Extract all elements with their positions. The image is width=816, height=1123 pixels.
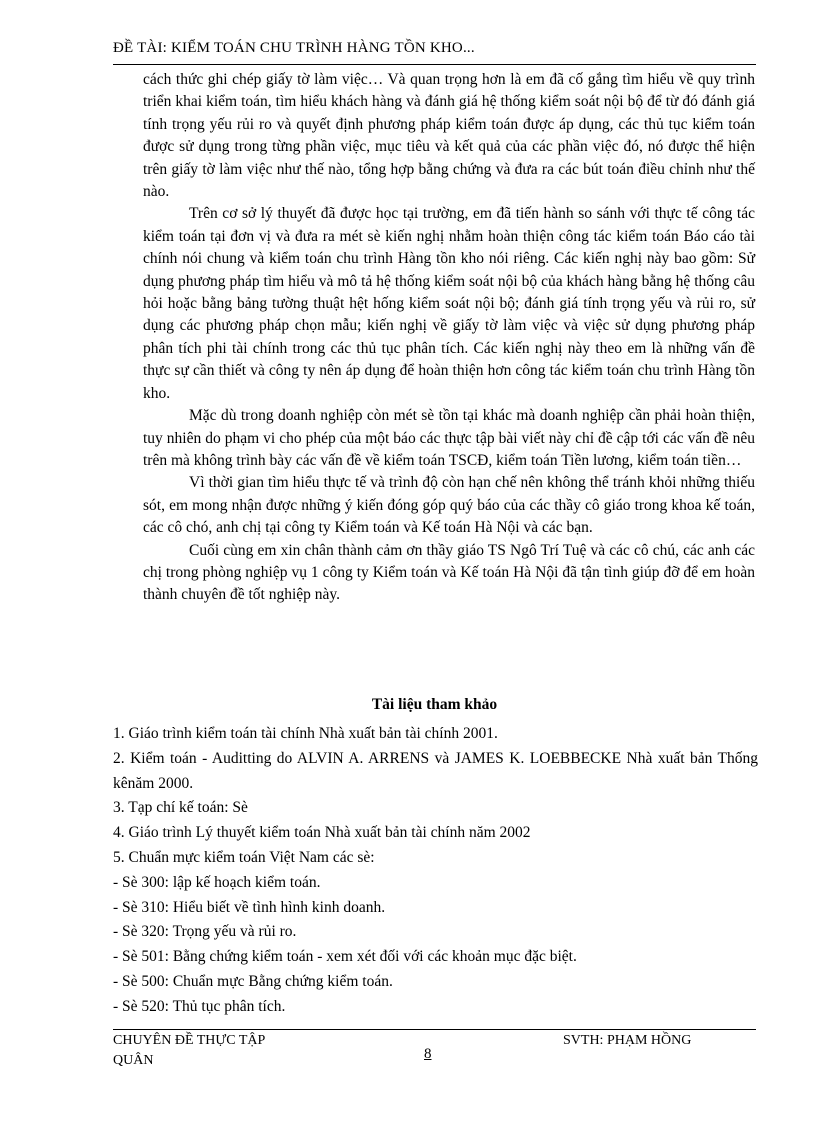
header-divider: [113, 64, 756, 65]
page-number: 8: [424, 1046, 432, 1062]
footer-left: [113, 1031, 265, 1071]
page-header-title: ĐỀ TÀI: KIỂM TOÁN CHU TRÌNH HÀNG TỒN KHO...: [113, 40, 475, 56]
reference-item: 5. Chuẩn mực kiểm toán Việt Nam các sè:: [113, 848, 375, 866]
body-paragraph-5: Cuối cùng em xin chân thành cảm ơn thầy giáo TS Ngô Trí Tuệ và các cô chú, các anh các chị trong phòng nghiệp vụ 1 công ty Kiểm toán và Kế toán Hà Nội đã tận tình giúp đỡ để em hoàn thành chuyên đề tốt nghiệp này.: [143, 541, 755, 604]
body-paragraph-4: Vì thời gian tìm hiểu thực tế và trình độ còn hạn chế nên không thể tránh khỏi những thiếu sót, em mong nhận được những ý kiến đóng góp quý báo của các thầy cô giáo trong khoa kế toán, các cô chó, anh chị tại công ty Kiểm toán và Kế toán Hà Nội và các bạn.: [143, 474, 755, 537]
footer-divider: [113, 1029, 756, 1030]
reference-item: 4. Giáo trình Lý thuyết kiểm toán Nhà xuất bản tài chính năm 2002: [113, 824, 531, 842]
reference-item: - Sè 300: lập kế hoạch kiểm toán.: [113, 873, 321, 891]
body-text: [143, 69, 755, 607]
reference-item: 2. Kiểm toán - Auditting do ALVIN A. ARRENS và JAMES K. LOEBBECKE Nhà xuất bản Thống kênăm 2000.: [113, 749, 758, 792]
reference-item: - Sè 500: Chuẩn mực Bằng chứng kiểm toán.: [113, 972, 393, 990]
footer-left-line2: QUÂN: [113, 1053, 154, 1068]
reference-item: - Sè 320: Trọng yếu và rủi ro.: [113, 923, 297, 941]
footer-right: SVTH: PHẠM HỒNG: [563, 1033, 692, 1048]
reference-item: - Sè 520: Thủ tục phân tích.: [113, 997, 286, 1015]
reference-item: 1. Giáo trình kiểm toán tài chính Nhà xuất bản tài chính 2001.: [113, 725, 498, 742]
body-paragraph-2: Trên cơ sở lý thuyết đã được học tại trường, em đã tiến hành so sánh với thực tế công tác kiểm toán tại đơn vị và đưa ra mét sè kiến nghị nhằm hoàn thiện công tác kiểm toán Báo cáo tài chính nói chung và kiểm toán chu trình Hàng tồn kho nói riêng. Các kiến nghị này bao gồm: Sử dụng phương pháp tìm hiểu và mô tả hệ thống kiểm soát nội bộ của khách hàng bằng hệ thống câu hỏi hoặc bằng bảng tường thuật hệt hống kiểm soát nội bộ; đánh giá tính trọng yếu và rủi ro, sử dụng các phương pháp chọn mẫu; kiến nghị về giấy tờ làm việc và việc sử dụng phương pháp phân tích phi tài chính trong các thủ tục phân tích. Các kiến nghị này theo em là những vấn đề thực sự cần thiết và công ty nên áp dụng để hoàn thiện hơn công tác kiểm toán chu trình Hàng tồn kho.: [143, 205, 755, 402]
reference-item: 3. Tạp chí kế toán: Sè: [113, 799, 248, 817]
references-list: [113, 722, 758, 1020]
reference-item: - Sè 310: Hiểu biết về tình hình kinh doanh.: [113, 898, 386, 916]
footer-left-line1: CHUYÊN ĐỀ THỰC TẬP: [113, 1033, 266, 1048]
reference-item: - Sè 501: Bằng chứng kiểm toán - xem xét đối với các khoản mục đặc biệt.: [113, 948, 577, 966]
body-paragraph-1: cách thức ghi chép giấy tờ làm việc… Và quan trọng hơn là em đã cố gắng tìm hiểu về quy trình triển khai kiểm toán, tìm hiểu khách hàng và đánh giá hệ thống kiểm soát nội bộ để từ đó đánh giá tính trọng yếu rủi ro và quyết định phương pháp kiểm toán được áp dụng, các thủ tục kiểm toán được sử dụng trong từng phần việc, mục tiêu và kết quả của các phần việc đó, nó được thể hiện trên giấy tờ làm việc như thế nào, tổng hợp bằng chứng và đưa ra các bút toán điều chỉnh như thế nào.: [143, 71, 755, 201]
body-paragraph-3: Mặc dù trong doanh nghiệp còn mét sè tồn tại khác mà doanh nghiệp cần phải hoàn thiện, tuy nhiên do phạm vi cho phép của một báo các thực tập bài viết này chỉ đề cập tới các vấn đề nêu trên mà không trình bày các vấn đề về kiểm toán TSCĐ, kiểm toán Tiền lương, kiểm toán tiền…: [143, 407, 755, 469]
references-heading: Tài liệu tham khảo: [371, 696, 498, 713]
